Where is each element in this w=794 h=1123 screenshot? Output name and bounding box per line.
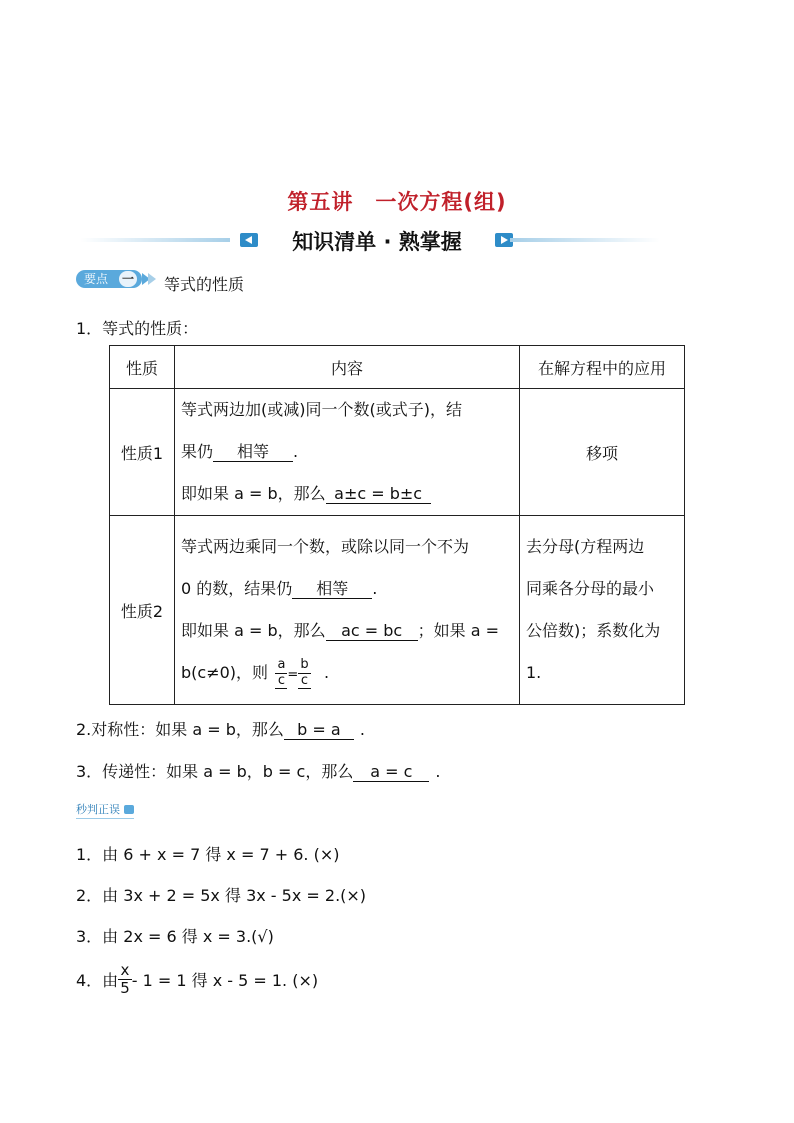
- item2-end: .: [359, 720, 365, 739]
- row2-app-line1: 去分母(方程两边: [526, 537, 645, 556]
- item2-text: 2.对称性：如果 a = b，那么: [76, 720, 284, 739]
- row2-application: [520, 516, 685, 705]
- row2-line3-text: 即如果 a = b，那么: [181, 621, 326, 640]
- item3-transitivity: [76, 759, 440, 782]
- row1-line3: [181, 473, 513, 515]
- judgment-4-text: 4．由: [76, 971, 119, 991]
- pen-icon: [124, 805, 134, 814]
- table-row: [110, 389, 685, 516]
- row2-line2-end: .: [372, 579, 378, 598]
- fraction-x-over-5: [118, 962, 132, 998]
- row1-application: 移项: [520, 389, 685, 516]
- judgment-item-4: [76, 962, 318, 998]
- item1-intro: 1．等式的性质：: [76, 319, 199, 338]
- row2-answer-blank-2: ac = bc: [326, 622, 418, 641]
- frac-b-den: c: [298, 674, 310, 690]
- row2-line4-text: b(c≠0)，则: [181, 663, 269, 682]
- row2-line3-end: ；如果 a =: [417, 621, 500, 640]
- fraction-b-over-c: [298, 658, 310, 690]
- quick-check-tag: [76, 803, 134, 819]
- key-point-badge: [76, 270, 158, 288]
- row2-answer-blank-3: [268, 658, 318, 690]
- item3-answer-blank: a = c: [353, 763, 429, 782]
- row2-line1: 等式两边乘同一个数，或除以同一个不为: [181, 537, 470, 556]
- row2-line2-text: 0 的数，结果仍: [181, 579, 293, 598]
- row2-app-line2: 同乘各分母的最小: [526, 579, 655, 598]
- frac-eq: =: [287, 667, 299, 682]
- fraction-a-over-c: [275, 658, 287, 690]
- judgment-4-end: - 1 = 1 得 x - 5 = 1. (×): [131, 971, 319, 991]
- frac-x-num: x: [120, 961, 130, 979]
- row1-answer-blank-1: 相等: [213, 443, 293, 462]
- key-point-number: 一: [118, 270, 138, 288]
- row2-content: [175, 516, 520, 705]
- table-row: [110, 516, 685, 705]
- section-banner: [70, 226, 670, 256]
- row1-line2-end: .: [293, 442, 299, 461]
- banner-right-line: [510, 238, 660, 242]
- item3-end: .: [435, 762, 441, 781]
- row1-answer-blank-2: a±c = b±c: [326, 485, 431, 504]
- row1-line3-text: 即如果 a = b，那么: [181, 484, 326, 503]
- frac-a-den: c: [275, 674, 287, 690]
- page-title: 第五讲 一次方程(组): [287, 190, 507, 214]
- row2-line4-end: .: [324, 663, 330, 682]
- key-point-label: 要点: [84, 272, 109, 286]
- row2-name: 性质2: [110, 516, 175, 705]
- properties-table: [109, 345, 685, 705]
- judgment-item-3: 3．由 2x = 6 得 x = 3.(√): [76, 927, 274, 946]
- row2-app-line4: 1.: [526, 663, 542, 682]
- row2-line3: [181, 610, 513, 652]
- header-property: 性质: [110, 346, 175, 389]
- row1-line2: [181, 431, 513, 473]
- row2-answer-blank-1: 相等: [292, 580, 372, 599]
- frac-a-num: a: [277, 656, 286, 672]
- frac-5-den: 5: [120, 979, 130, 998]
- row2-app-line3: 公倍数)；系数化为: [526, 621, 661, 640]
- judgment-item-1: 1．由 6 + x = 7 得 x = 7 + 6. (×): [76, 845, 340, 864]
- badge-arrow-icon-2: [148, 273, 156, 285]
- row1-line2-text: 果仍: [181, 442, 214, 461]
- table-header-row: [110, 346, 685, 389]
- header-application: 在解方程中的应用: [520, 346, 685, 389]
- banner-title: 知识清单 · 熟掌握: [292, 230, 462, 254]
- key-point-title: 等式的性质: [164, 275, 245, 294]
- item2-symmetry: [76, 717, 365, 740]
- item3-text: 3．传递性：如果 a = b，b = c，那么: [76, 762, 354, 781]
- row2-line2: [181, 568, 513, 610]
- row1-content: [175, 389, 520, 516]
- header-content: 内容: [175, 346, 520, 389]
- item2-answer-blank: b = a: [284, 721, 354, 740]
- row1-line1: 等式两边加(或减)同一个数(或式子)，结: [181, 400, 462, 419]
- frac-b-num: b: [300, 656, 309, 672]
- left-arrow-icon: [240, 233, 258, 247]
- row1-name: 性质1: [110, 389, 175, 516]
- judgment-item-2: 2．由 3x + 2 = 5x 得 3x - 5x = 2.(×): [76, 886, 367, 905]
- banner-left-line: [80, 238, 230, 242]
- quick-check-label: 秒判正误: [76, 803, 120, 816]
- row2-line4: [181, 652, 513, 694]
